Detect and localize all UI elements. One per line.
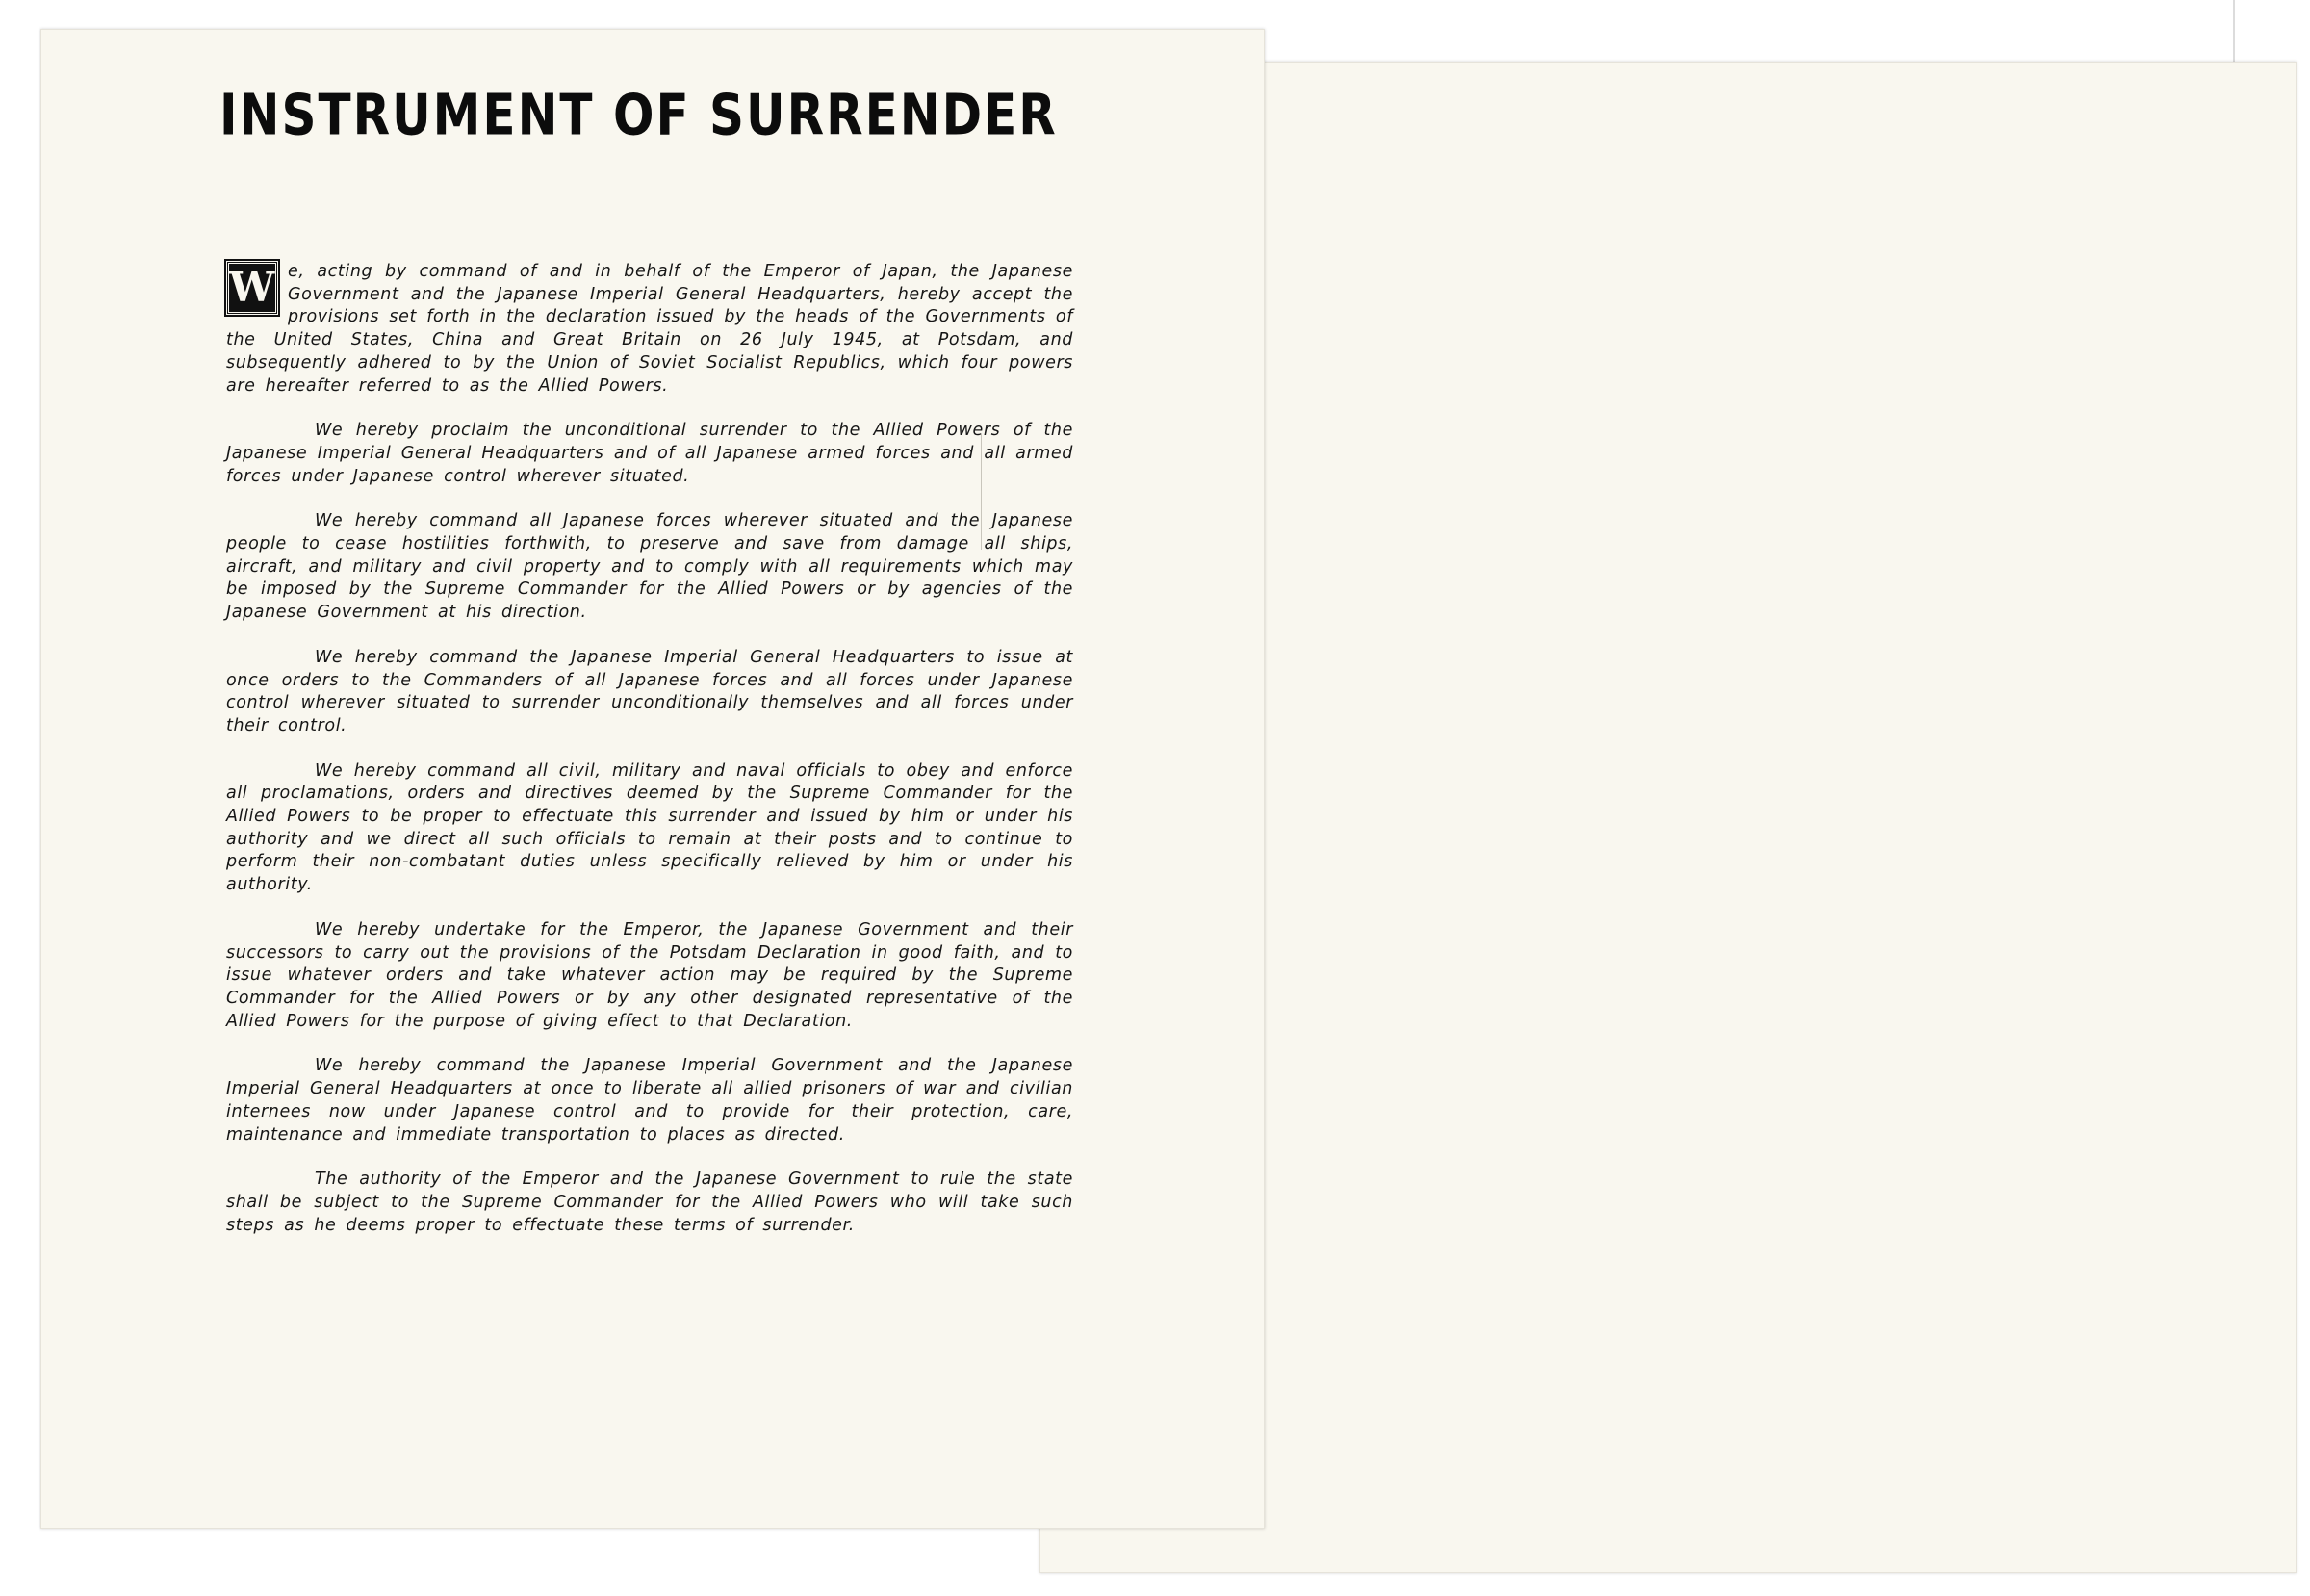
- paragraph-preamble: [226, 261, 1073, 398]
- paragraph-text: e, acting by command of and in behalf of the Emperor of Japan, the Japanese Government and the Japanese Imperial General Headquarters, hereby accept the provisions set forth in the declaration issued by the heads of the Governments of the United States, China and Great Britain on 26 July 1945, at Potsdam, and subsequently adhered to by the Union of Soviet Socialist Republics, which four powers are hereafter referred to as the Allied Powers.: [226, 262, 1073, 396]
- drop-cap: W: [226, 261, 278, 315]
- document-body: [226, 261, 1073, 1259]
- paragraph: We hereby proclaim the unconditional surrender to the Allied Powers of the Japanese Imperial General Headquarters and of all Japanese armed forces and all armed forces under Japanese control wherever situated.: [226, 421, 1073, 486]
- paragraph: We hereby command all Japanese forces wherever situated and the Japanese people to cease hostilities forthwith, to preserve and save from damage all ships, aircraft, and military and civil property and to comply with all requirements which may be imposed by the Supreme Commander for the Allied Powers or by agencies of the Japanese Government at his direction.: [226, 511, 1073, 623]
- paragraph: We hereby command all civil, military and naval officials to obey and enforce all proclamations, orders and directives deemed by the Supreme Commander for the Allied Powers to be proper to effectuate this surrender and issued by him or under his authority and we direct all such officials to remain at their posts and to continue to perform their non-combatant duties unless specifically relieved by him or under his authority.: [226, 760, 1073, 895]
- paragraph: We hereby command the Japanese Imperial Government and the Japanese Imperial General Headquarters at once to liberate all allied prisoners of war and civilian internees now under Japanese control and to provide for their protection, care, maintenance and immediate transportation to places as directed.: [226, 1056, 1073, 1145]
- page-title: INSTRUMENT OF SURRENDER: [219, 82, 1058, 148]
- paragraph: The authority of the Emperor and the Japanese Government to rule the state shall be subject to the Supreme Commander for the Allied Powers who will take such steps as he deems proper to effectuate these terms of surrender.: [226, 1170, 1073, 1235]
- page-edge-line: [2233, 0, 2235, 64]
- surrender-text-page: [40, 29, 1265, 1529]
- paragraph: We hereby command the Japanese Imperial General Headquarters to issue at once orders to the Commanders of all Japanese forces and all forces under Japanese control wherever situated to surrender unconditionally themselves and all forces under their control.: [226, 647, 1073, 735]
- paragraph: We hereby undertake for the Emperor, the Japanese Government and their successors to carry out the provisions of the Potsdam Declaration in good faith, and to issue whatever orders and take whatever action may be required by the Supreme Commander for the Allied Powers or by any other designated representative of the Allied Powers for the purpose of giving effect to that Declaration.: [226, 919, 1073, 1031]
